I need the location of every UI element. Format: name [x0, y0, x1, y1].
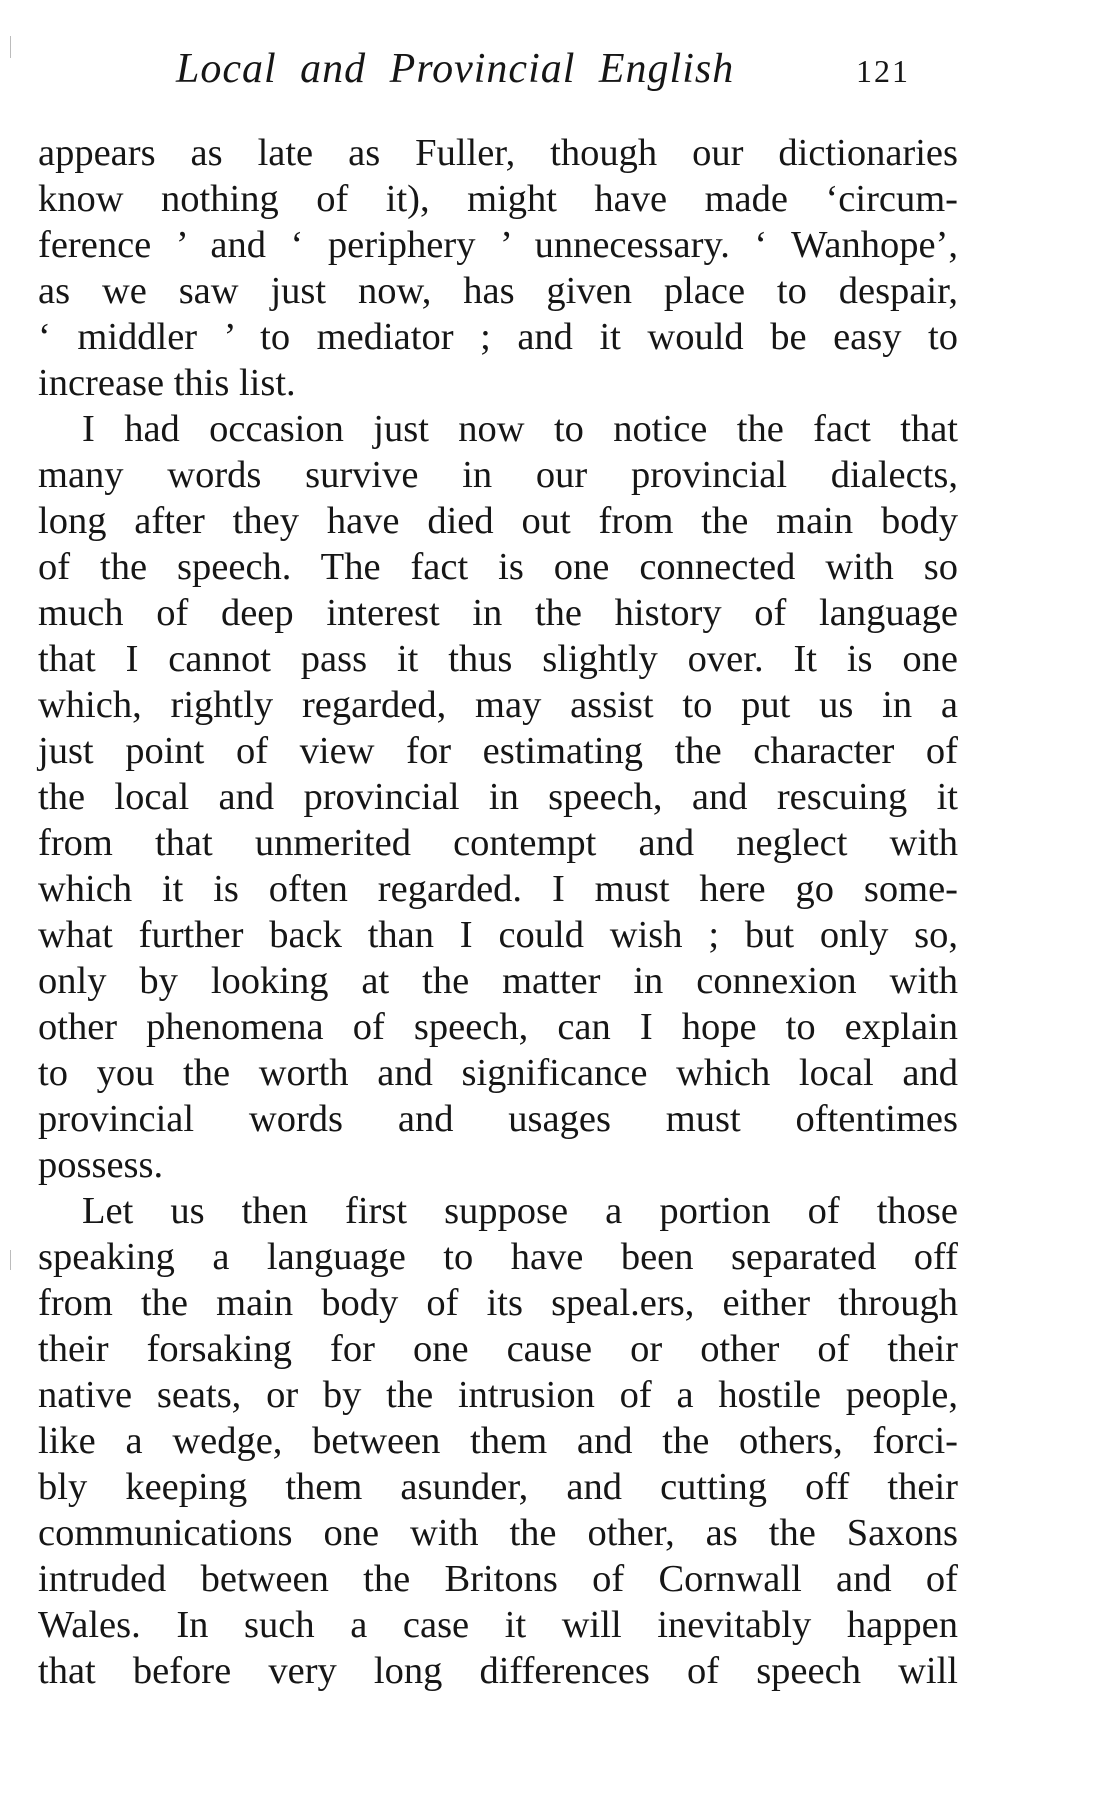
text-line: ference ’ and ‘ periphery ’ unnecessary. ‘ Wanhope’, [38, 224, 958, 266]
margin-mark-bottom [10, 1250, 11, 1270]
text-line: communications one with the other, as the Saxons [38, 1512, 958, 1554]
text-line: possess. [38, 1144, 164, 1186]
paragraph-2 [38, 406, 958, 1188]
body-text [38, 130, 958, 1694]
paragraph-1 [38, 130, 958, 406]
paragraph-3 [38, 1188, 958, 1694]
margin-mark-top [10, 36, 11, 58]
text-line: Let us then first suppose a portion of those [82, 1190, 958, 1232]
text-line: increase this list. [38, 362, 296, 404]
text-line: from the main body of its speal.ers, either through [38, 1282, 958, 1324]
text-line: only by looking at the matter in connexion with [38, 960, 958, 1002]
running-title: Local and Provincial English [176, 46, 735, 92]
text-line: native seats, or by the intrusion of a hostile people, [38, 1374, 958, 1416]
text-line: other phenomena of speech, can I hope to explain [38, 1006, 958, 1048]
text-line: I had occasion just now to notice the fact that [82, 408, 958, 450]
text-line: the local and provincial in speech, and rescuing it [38, 776, 958, 818]
text-line: which, rightly regarded, may assist to put us in a [38, 684, 958, 726]
text-line: Wales. In such a case it will inevitably happen [38, 1604, 958, 1646]
text-line: which it is often regarded. I must here go some- [38, 868, 958, 910]
text-line: long after they have died out from the main body [38, 500, 958, 542]
text-line: bly keeping them asunder, and cutting off their [38, 1466, 958, 1508]
text-line: of the speech. The fact is one connected with so [38, 546, 958, 588]
text-line: ‘ middler ’ to mediator ; and it would be easy to [38, 316, 958, 358]
text-line: just point of view for estimating the character of [38, 730, 958, 772]
text-line: from that unmerited contempt and neglect with [38, 822, 958, 864]
page-number: 121 [856, 53, 910, 89]
text-line: know nothing of it), might have made ‘circum- [38, 178, 958, 220]
text-line: their forsaking for one cause or other of their [38, 1328, 958, 1370]
text-line: provincial words and usages must oftentimes [38, 1098, 958, 1140]
text-line: that before very long differences of speech will [38, 1650, 958, 1692]
text-line: that I cannot pass it thus slightly over. It is one [38, 638, 958, 680]
text-line: to you the worth and significance which local and [38, 1052, 958, 1094]
text-line: many words survive in our provincial dialects, [38, 454, 958, 496]
text-line: speaking a language to have been separated off [38, 1236, 958, 1278]
text-line: what further back than I could wish ; but only so, [38, 914, 958, 956]
text-line: as we saw just now, has given place to despair, [38, 270, 958, 312]
text-line: appears as late as Fuller, though our dictionaries [38, 132, 958, 174]
text-line: intruded between the Britons of Cornwall and of [38, 1558, 958, 1600]
text-line: like a wedge, between them and the others, forci- [38, 1420, 958, 1462]
text-line: much of deep interest in the history of language [38, 592, 958, 634]
running-head [176, 44, 936, 94]
